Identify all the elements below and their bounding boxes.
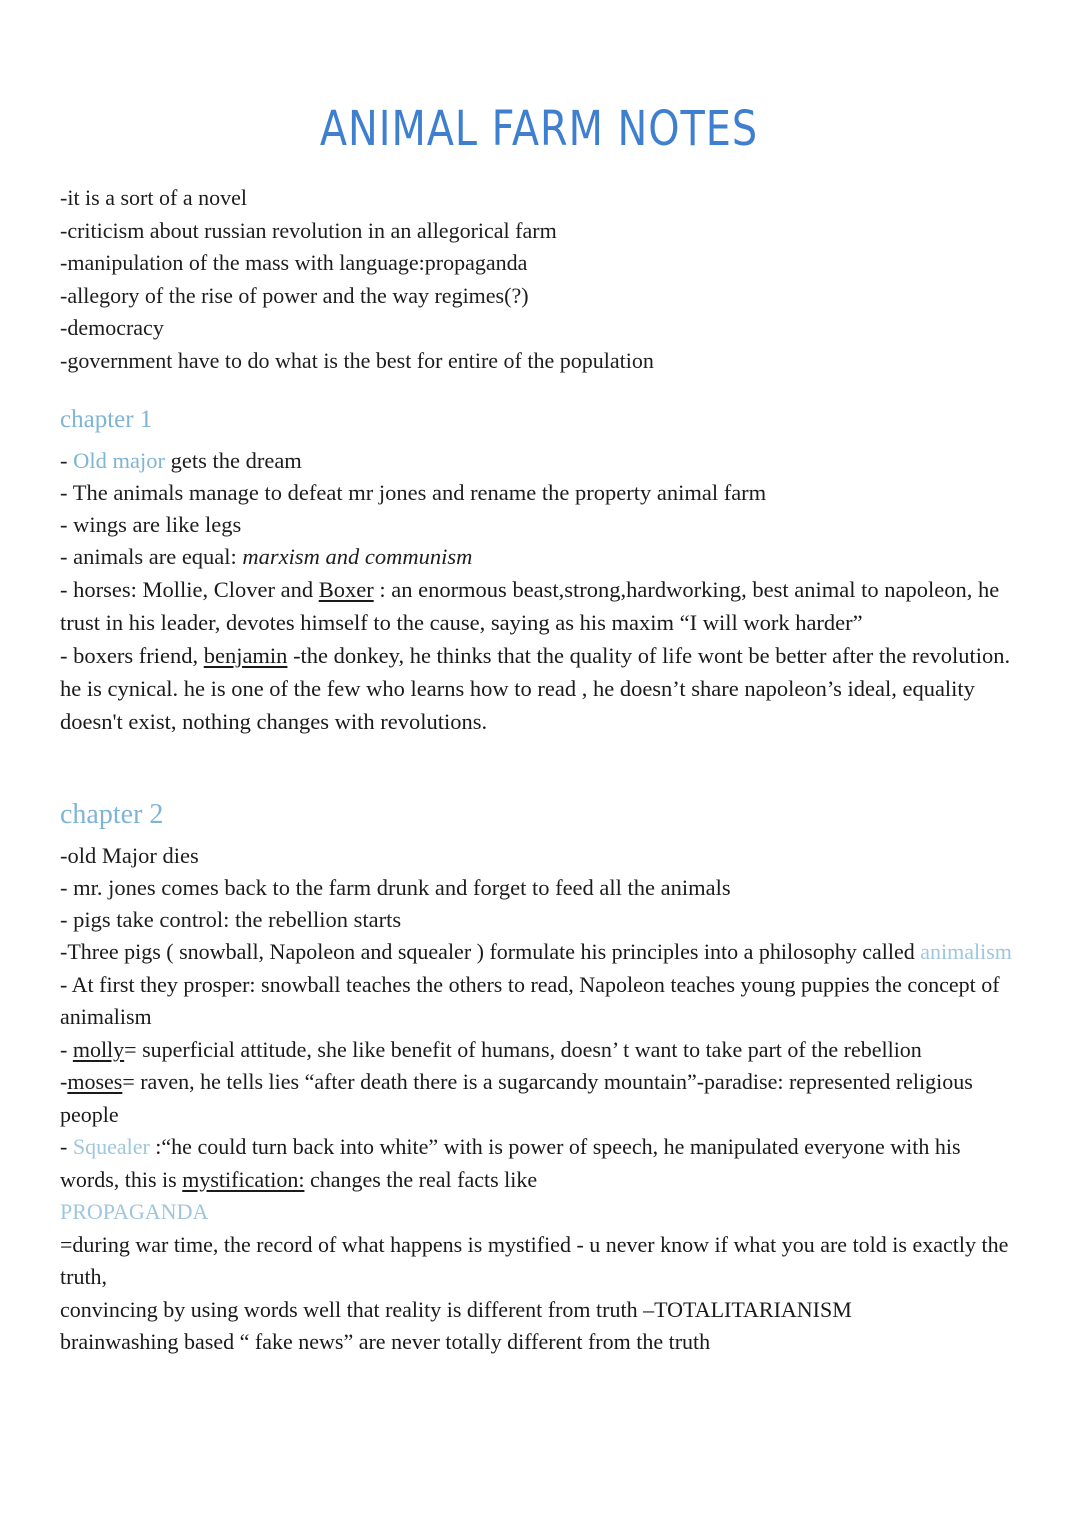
squealer-term: Squealer (72, 1134, 150, 1159)
line-prefix: - (60, 1036, 73, 1062)
line-prefix: - horses: Mollie, Clover and (60, 577, 319, 602)
page-title: ANIMAL FARM NOTES (319, 100, 759, 157)
chapter-2-line-10: convincing by using words well that reality is different from truth –TOTALITARIANISM (60, 1296, 852, 1322)
chapter-2-section (60, 798, 1018, 1359)
intro-line: -allegory of the rise of power and the way regimes(?) (60, 282, 529, 308)
chapter-1-line-1 (60, 445, 1018, 477)
dash: - (60, 1134, 73, 1159)
line-mid: :“he could turn back into white” with is power of speech, he manipulated everyone with his words, this is (60, 1134, 961, 1192)
chapter-2-line-4 (60, 936, 1018, 969)
molly-term: molly (72, 1036, 125, 1062)
intro-section (60, 182, 1018, 377)
animalism-term: animalism (920, 939, 1012, 964)
dash: - (60, 448, 74, 473)
propaganda-callout: PROPAGANDA (60, 1199, 209, 1224)
old-major-term: Old major (73, 448, 165, 473)
line-rest: : an enormous beast,strong,hardworking, best animal to napoleon, he trust in his leader, devotes himself to the cause, saying as his maxim “I will work harder” (60, 577, 1000, 635)
chapter-1-line-5 (60, 573, 1018, 639)
moses-term: moses (67, 1069, 123, 1094)
benjamin-term: benjamin (203, 643, 288, 668)
marxism-communism-term: marxism and communism (242, 544, 473, 569)
intro-line: -democracy (60, 315, 164, 340)
intro-line: -manipulation of the mass with language:propaganda (60, 250, 528, 275)
chapter-2-line-8 (60, 1131, 1018, 1196)
chapter-1-section (60, 403, 1018, 738)
chapter-2-line-9: =during war time, the record of what happens is mystified - u never know if what you are told is exactly the truth, (60, 1231, 1009, 1289)
line-rest: = superficial attitude, she like benefit of humans, doesn’ t want to take part of the rebellion (124, 1036, 922, 1062)
chapter-2-line-7 (60, 1066, 1018, 1131)
intro-line: -it is a sort of a novel (60, 185, 247, 210)
line-prefix: - animals are equal: (60, 544, 243, 569)
intro-line: -government have to do what is the best for entire of the population (60, 347, 654, 373)
line-rest: gets the dream (164, 448, 302, 473)
line-rest: = raven, he tells lies “after death there is a sugarcandy mountain”-paradise: represented religious people (60, 1069, 973, 1127)
intro-line: -criticism about russian revolution in an allegorical farm (60, 217, 557, 243)
mystification-term: mystification: (182, 1166, 305, 1192)
chapter-2-heading: chapter 2 (60, 799, 164, 830)
chapter-1-line-3: - wings are like legs (60, 512, 242, 537)
chapter-2-line-11: brainwashing based “ fake news” are never totally different from the truth (60, 1329, 711, 1354)
line-prefix: - boxers friend, (60, 643, 204, 668)
chapter-2-line-5: - At first they prosper: snowball teaches the others to read, Napoleon teaches young puppies the concept of animalism (60, 971, 1000, 1029)
chapter-1-line-4 (60, 541, 1018, 573)
spacer (60, 738, 1018, 798)
chapter-1-line-6 (60, 639, 1018, 738)
chapter-1-line-2: - The animals manage to defeat mr jones and rename the property animal farm (60, 480, 767, 505)
line-prefix: -Three pigs ( snowball, Napoleon and squealer ) formulate his principles into a philosophy called (60, 939, 921, 964)
boxer-term: Boxer (318, 577, 374, 602)
chapter-2-line-6 (60, 1034, 1018, 1067)
chapter-2-line-2: - mr. jones comes back to the farm drunk and forget to feed all the animals (60, 875, 731, 900)
spacer (60, 377, 1018, 403)
line-prefix: - (60, 1069, 68, 1094)
chapter-2-line-1: -old Major dies (60, 843, 199, 868)
chapter-1-heading: chapter 1 (60, 406, 153, 433)
line-rest: -the donkey, he thinks that the quality of life wont be better after the revolution. he is cynical. he is one of the few who learns how to read , he doesn’t share napoleon’s ideal, equality doesn't exist, nothing changes with revolutions. (60, 643, 1011, 734)
chapter-2-line-3: - pigs take control: the rebellion starts (60, 907, 402, 932)
line-rest: changes the real facts like (304, 1166, 538, 1192)
